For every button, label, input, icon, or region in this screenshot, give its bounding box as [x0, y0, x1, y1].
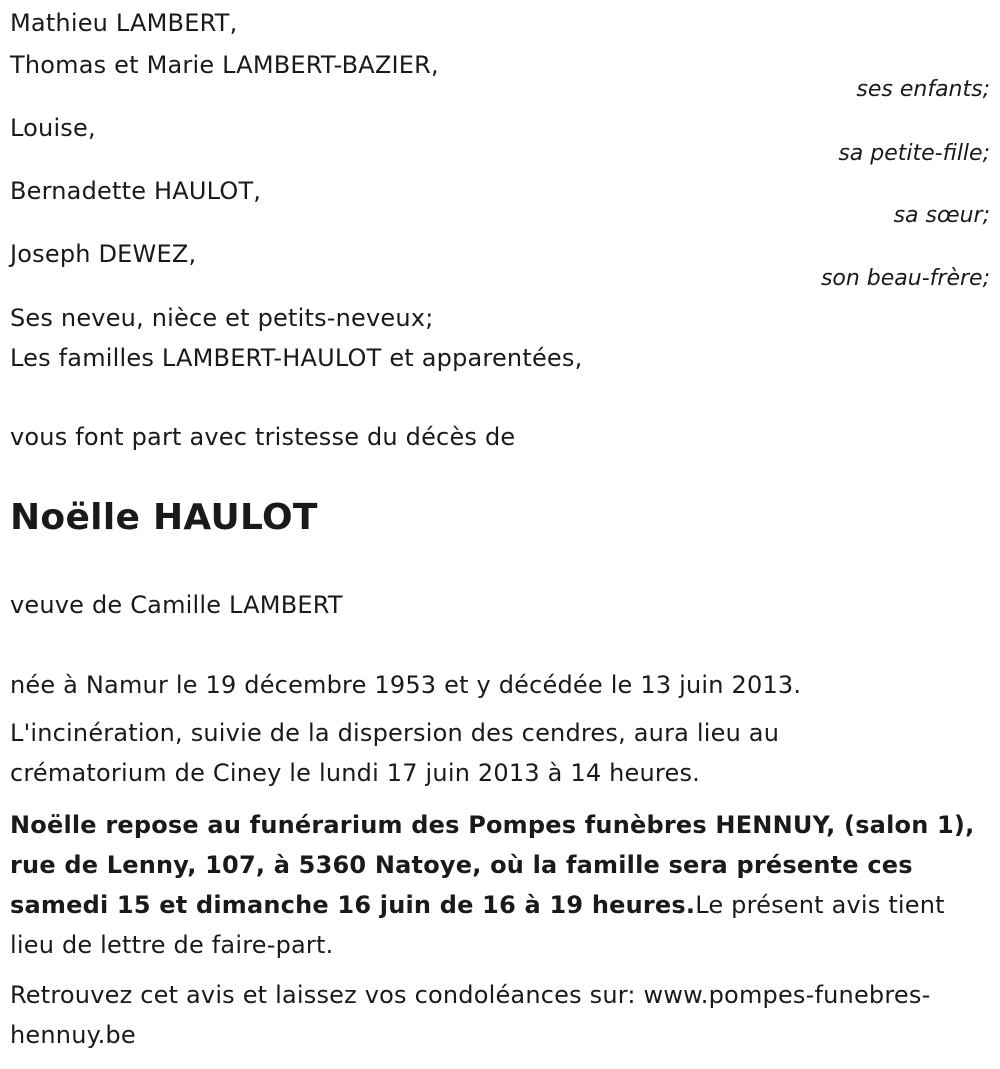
birth-death-info: née à Namur le 19 décembre 1953 et y décédée le 13 juin 2013. — [10, 671, 802, 699]
family-nephews: Ses neveu, nièce et petits-neveux; — [10, 304, 434, 332]
role-sister: sa sœur; — [893, 203, 990, 228]
announcement-text: vous font part avec tristesse du décès de — [10, 423, 516, 451]
family-member-thomas-marie: Thomas et Marie LAMBERT-BAZIER, — [10, 51, 439, 79]
role-granddaughter: sa petite-fille; — [838, 141, 990, 166]
widow-of: veuve de Camille LAMBERT — [10, 591, 343, 619]
family-related: Les familles LAMBERT-HAULOT et apparentées, — [10, 344, 583, 372]
ceremony-line-1: L'incinération, suivie de la dispersion des cendres, aura lieu au — [10, 719, 780, 747]
condolences-text: Retrouvez cet avis et laissez vos condoléances sur: www.pompes-funebres-hennuy.be — [10, 981, 931, 1049]
family-member-bernadette: Bernadette HAULOT, — [10, 177, 262, 205]
faire-part-text: Le présent avis tient lieu de lettre de faire-part. — [10, 891, 945, 959]
deceased-name: Noëlle HAULOT — [10, 497, 318, 538]
visitation-paragraph — [10, 805, 985, 965]
ceremony-line-2: crématorium de Ciney le lundi 17 juin 2013 à 14 heures. — [10, 759, 700, 787]
visitation-bold-text: Noëlle repose au funérarium des Pompes funèbres HENNUY, (salon 1), rue de Lenny, 107, à 5360 Natoye, où la famille sera présente ces samedi 15 et dimanche 16 juin de 16 à 19 heures. — [10, 811, 975, 919]
role-children: ses enfants; — [856, 77, 990, 102]
family-member-louise: Louise, — [10, 114, 96, 142]
role-brother-in-law: son beau-frère; — [820, 266, 990, 291]
family-member-mathieu: Mathieu LAMBERT, — [10, 9, 238, 37]
family-member-joseph: Joseph DEWEZ, — [10, 240, 197, 268]
